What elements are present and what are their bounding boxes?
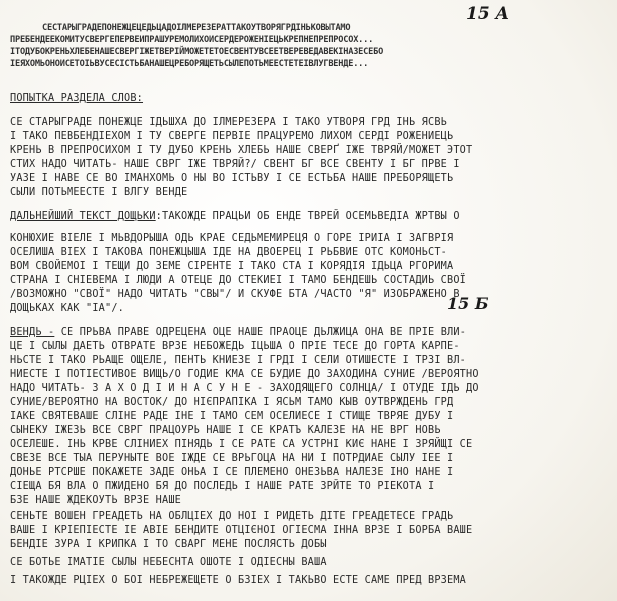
text-line: ІАКЕ СВЯТЕВАШЕ СЛІНЕ РАДЕ ІНЕ І ТАМО СЕМ ОСЕЛИЕСЕ І СТИЩЕ ТВРЯЕ ДУБУ І	[10, 411, 454, 422]
text-line: БЕНДІЕ ЗУРА І КРИПКА І ТО СВАРГ МЕНЕ ПОСЛЯСТЬ ДОБЫ	[10, 539, 327, 550]
text-line: СЫЛИ ПОТЬМЕЕСТЕ І ВЛГУ ВЕНДЕ	[10, 187, 188, 198]
text-line: ЦЕ І СЫЛЫ ДАЕТЬ ОТВРАТЕ ВРЗЕ НЕБОЖЕДЬ ІЦЬША О ПРІЕ ТЕСЕ ДО ГОРТА КАРПЕ-	[10, 341, 460, 352]
text-line: ОСЕЛЕШЕ. ІНЬ КРВЕ СЛІНИЕХ ПІНЯДЬ І СЕ РАТЕ СА УСТРНІ КИЄ НАНЕ І ЗРЯЙЩІ СЕ	[10, 439, 473, 450]
text-line: СЫНЕКУ ІЖЕЗЬ ВСЕ СВРГ ПРАЦОУРЬ НАШЕ І СЕ КРАТЪ КАЛЕЗЕ НА НЕ ВРГ НОВЬ	[10, 425, 441, 436]
text-line: СІЕЩА БЯ ВЛА О ПЖИДЕНО БЯ ДО ПОСЛЕДЬ І НАШЕ РАТЕ ЗРЙТЕ ТО РІЕКОТА І	[10, 481, 435, 492]
text-line: І ТАКО ПЕВБЕНДІЕХОМ І ТУ СВЕРГЕ ПЕРВІЕ ПРАЦУРЕМО ЛИХОМ СЕРДІ РОЖЕНИЕЦЬ	[10, 131, 454, 142]
heading-continuation: :ТАКОЖДЕ ПРАЦЬИ ОБ ЕНДЕ ТВРЕЙ ОСЕМЬВЕДІА ЖРТВЫ О	[155, 211, 460, 222]
text-line: ВОМ СВОЙЕМОІ І ТЕЩИ ДО ЗЕМЕ СІРЕНТЕ І ТАКО СТА І КОРЯДІЯ ІДЬЦА РГОРИМА	[10, 261, 454, 272]
text-line: /ВОЗМОЖНО "СВОЇ" НАДО ЧИТАТЬ "СВЫ"/ И СКУФЕ БТА /ЧАСТО "Я" ИЗОБРАЖЕНО В	[10, 289, 460, 300]
section-heading: ПОПЫТКА РАЗДЕЛA СЛОВ:	[10, 93, 144, 104]
dense-line: ПРЕБЕНДЕЕКОМИТУСВЕРГЕПЕРВЕИПРАШУРЕМОЛИХОИСЕРДЕРОЖЕНІЕЦЬКРЕПНЕПРЕПРОСОХ...	[10, 35, 374, 45]
text-line: ВАШЕ І КРІЕПІЕСТЕ ІЕ АВІЕ БЕНДИТЕ ОТЦІЄНОІ ОГІЕСМА ІННА ВРЗЕ І БОРБА ВАШЕ	[10, 525, 473, 536]
section-heading: ДАЛЬНЕЙШИЙ ТЕКСТ ДОЩЬКИ	[10, 211, 156, 222]
text-line: НЬСТЕ І ТАКО РЬАЩЕ ОЩЕЛЕ, ПЕНТЬ КНИЕЗЕ І ГРДІ І СЕЛИ ОТИШЕСТЕ І ТРЗІ ВЛ-	[10, 355, 467, 366]
page-number-top: 15 A	[466, 4, 509, 24]
text-line: І ТАКОЖДЕ РЦІЕХ О БOІ НЕБРЕЖЕЩЕТЕ О БЗІЕХ І ТАКЬВО ЕСТЕ САМЕ ПРЕД ВРЗЕМА	[10, 575, 467, 586]
text-line: ДОНЬЕ РТСРШЕ ПОКАЖЕТЕ ЗАДЕ ОНЬА І СЕ ПЛЕМЕНО ОНЕЗЬВА НАЛЕЗЕ ІНО НАНЕ І	[10, 467, 454, 478]
text-line: СЕ СТАРЫГРАДЕ ПОНЕЖЦЕ ІДЬШХА ДО ІЛМЕРЕЗЕРА І ТАКО УТВОРЯ ГРД ІНЬ ЯСВЬ	[10, 117, 448, 128]
text-line: ОСЕЛИША ВІЕХ І ТАКОВА ПОНЕЖЦЫША ІДЕ НА ДВОЕРЕЦ І РЬБВИЕ ОТС КОМОНЬСТ-	[10, 247, 448, 258]
text-line: СЕ ПРЬВА ПРАВЕ ОДРЕЦЕНА ОЦЕ НАШЕ ПРАОЦЕ ДЬЛЖИЦА ОНА ВЕ ПРІЕ ВЛИ-	[60, 327, 467, 338]
text-line: СЕ БОТЬЕ ІМАТІЕ СЫЛЫ НЕБЕСНТА ОШОТЕ І ОДІЕСНЫ ВАША	[10, 557, 327, 568]
page-number-mid: 15 Б	[447, 294, 489, 313]
section-lead: ВЕНДЬ -	[10, 327, 55, 338]
text-line: СУНИЕ/ВЕРОЯТНО НА ВОСТОК/ ДО НІЄПРАПІКА І ЯСЬМ ТАМО КЫВ ОУТВРЖДЕНЬ ГРД	[10, 397, 454, 408]
text-line: НИЕСТЕ І ПОТІЕСТИВОЕ ВИЩЬ/О ГОДИЕ КМА СЕ БУДИЕ ДО ЗАХОДИНА СУНИЕ /ВЕРОЯТНО	[10, 369, 479, 380]
text-line: СТРАНА І СНІЕВЕМА І ЛЮДИ А ОТЕЦЕ ДО СТЕКИЕІ І ТАМО БЕНДЕШЬ СОСТАДИЬ СВОЇ	[10, 275, 467, 286]
text-line: СВЕЗЕ ВСЕ ТЫА ПЕРУНЫТЕ ВОЕ ІЖДЕ СЕ ВРЬГОЦА НА НИ І ПОТРДИАЕ СЫЛУ ІЕЕ І	[10, 453, 454, 464]
text-line: НАДО ЧИТАТЬ- З А Х О Д І И Н А С У Н Е - ЗАХОДЯЩЕГО СОЛНЦА/ І ОТУДЕ ІДЬ ДО	[10, 383, 479, 394]
text-line: ДОЩЬКАХ КАК "ІА"/.	[10, 303, 125, 314]
text-line: УАЗЕ І НАВЕ СЕ ВО ІМАНХОМЬ О НЫ ВО ІСТЬВУ І СЕ ЕСТЬБА НАШЕ ПРЕБОРЯЩЕТЬ	[10, 173, 454, 184]
dense-line: СЕСТАРЫГРАДЕПОНЕЖЦЕЦЕДЬЦАДОІЛМЕРЕЗЕРАТТАКОУТВОРЯГРДІНЬКОВЫТАМО	[42, 23, 351, 33]
text-line: БЗЕ НАШЕ ЖДЕКОУТЬ ВРЗЕ НАШЕ	[10, 495, 182, 506]
text-line: СЕНЬТЕ ВОШЕН ГРЕАДЕТЬ НА ОБЛЦІЕХ ДО НОІ І РИДЕТЬ ДІТЕ ГРЕАДЕТЕСЕ ГРАДЬ	[10, 511, 454, 522]
section-heading-line	[10, 211, 460, 223]
text-line: КРЕНЬ В ПРЕПРОСИХОМ І ТУ ДУБО КРЕНЬ ХЛЕБЬ НАШЕ СВЕРҐ ІЖЕ ТВРЯЙ/МОЖЕТ ЭТОТ	[10, 145, 473, 156]
section-heading-line	[10, 327, 466, 339]
text-line: КОНЮХИЕ ВІЕЛЕ І МЬВДОРЫША ОДЬ КРАЕ СЕДЬМЕМИРЕЦЯ О ГОРЕ ІРИІА І ЗАГВРІЯ	[10, 233, 454, 244]
dense-line: ІЕЯХОМЬОНОИСЕТОІЬВУСЕСІСТЬБАНАШЕЦРЕБОРЯЩЕТЬСЫЛЕПОТЬМЕЕСТЕТЕІВЛУГВЕНДЕ...	[10, 59, 369, 69]
text-line: СТИХ НАДО ЧИТАТЬ- НАШЕ СВРГ ІЖЕ ТВРЯЙ?/ СВЕНТ БГ ВСЕ СВЕНТУ І БГ ПРВЕ І	[10, 159, 460, 170]
dense-line: ІТОДУБОКРЕНЬХЛЕБЕНАШЕСВЕРГІЖЕТВЕРІЙМОЖЕТЕТОЕСВЕНТУВСЕЕТВЕРЕВЕДАВЕКІНАЗЕСЕБО	[10, 47, 384, 57]
